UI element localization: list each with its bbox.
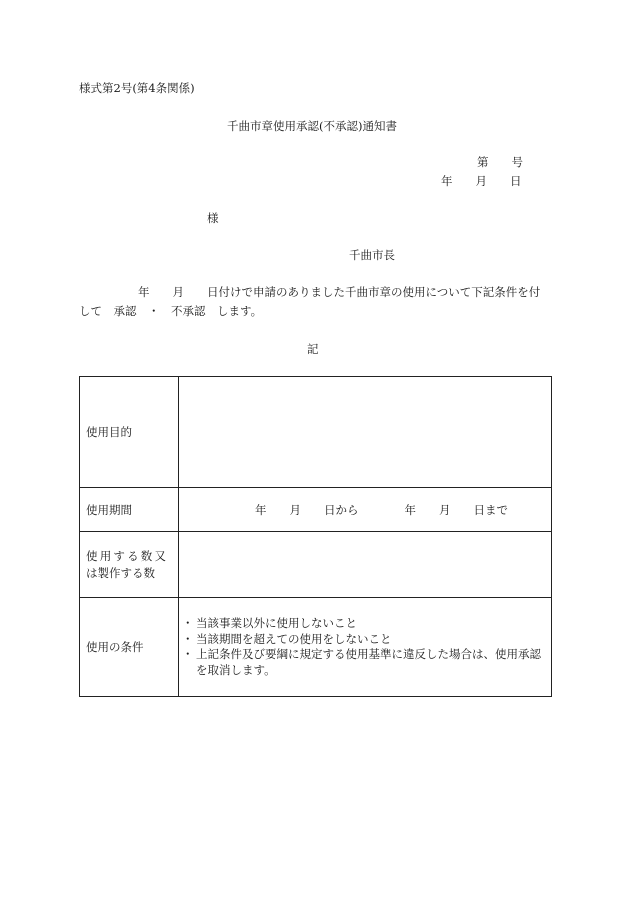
- value-usage-period: 年 月 日から 年 月 日まで: [179, 488, 552, 532]
- ki-heading: 記: [307, 342, 319, 356]
- usage-table: [79, 376, 552, 697]
- body-text-line2: して 承認 ・ 不承認 します。: [79, 304, 263, 318]
- body-text-line1: 年 月 日付けで申請のありました千曲市章の使用について下記条件を付: [138, 285, 541, 299]
- document-date-line: 年 月 日: [441, 174, 522, 188]
- conditions-list: [179, 616, 551, 678]
- document-title: 千曲市章使用承認(不承認)通知書: [227, 119, 397, 133]
- form-number: 様式第2号(第4条関係): [79, 81, 195, 95]
- issuer-name: 千曲市長: [349, 248, 395, 262]
- addressee-honorific: 様: [207, 211, 219, 225]
- document-number-line: 第 号: [477, 155, 523, 169]
- list-item: ・ 当該期間を超えての使用をしないこと: [186, 632, 551, 648]
- label-usage-purpose: 使用目的: [80, 377, 179, 488]
- label-usage-quantity-line1: 使用する数又: [86, 548, 166, 563]
- table-row: [80, 532, 552, 598]
- list-item: ・ 上記条件及び要綱に規定する使用基準に違反した場合は、使用承認を取消します。: [186, 647, 551, 678]
- value-usage-quantity: [179, 532, 552, 598]
- label-usage-quantity-line2: は製作する数: [86, 565, 155, 580]
- table-row: [80, 377, 552, 488]
- table-row: [80, 488, 552, 532]
- table-row: [80, 598, 552, 697]
- list-item: ・ 当該事業以外に使用しないこと: [186, 616, 551, 632]
- label-usage-conditions: 使用の条件: [80, 598, 179, 697]
- value-usage-conditions: [179, 598, 552, 697]
- label-usage-period: 使用期間: [80, 488, 179, 532]
- label-usage-quantity: [80, 532, 179, 598]
- value-usage-purpose: [179, 377, 552, 488]
